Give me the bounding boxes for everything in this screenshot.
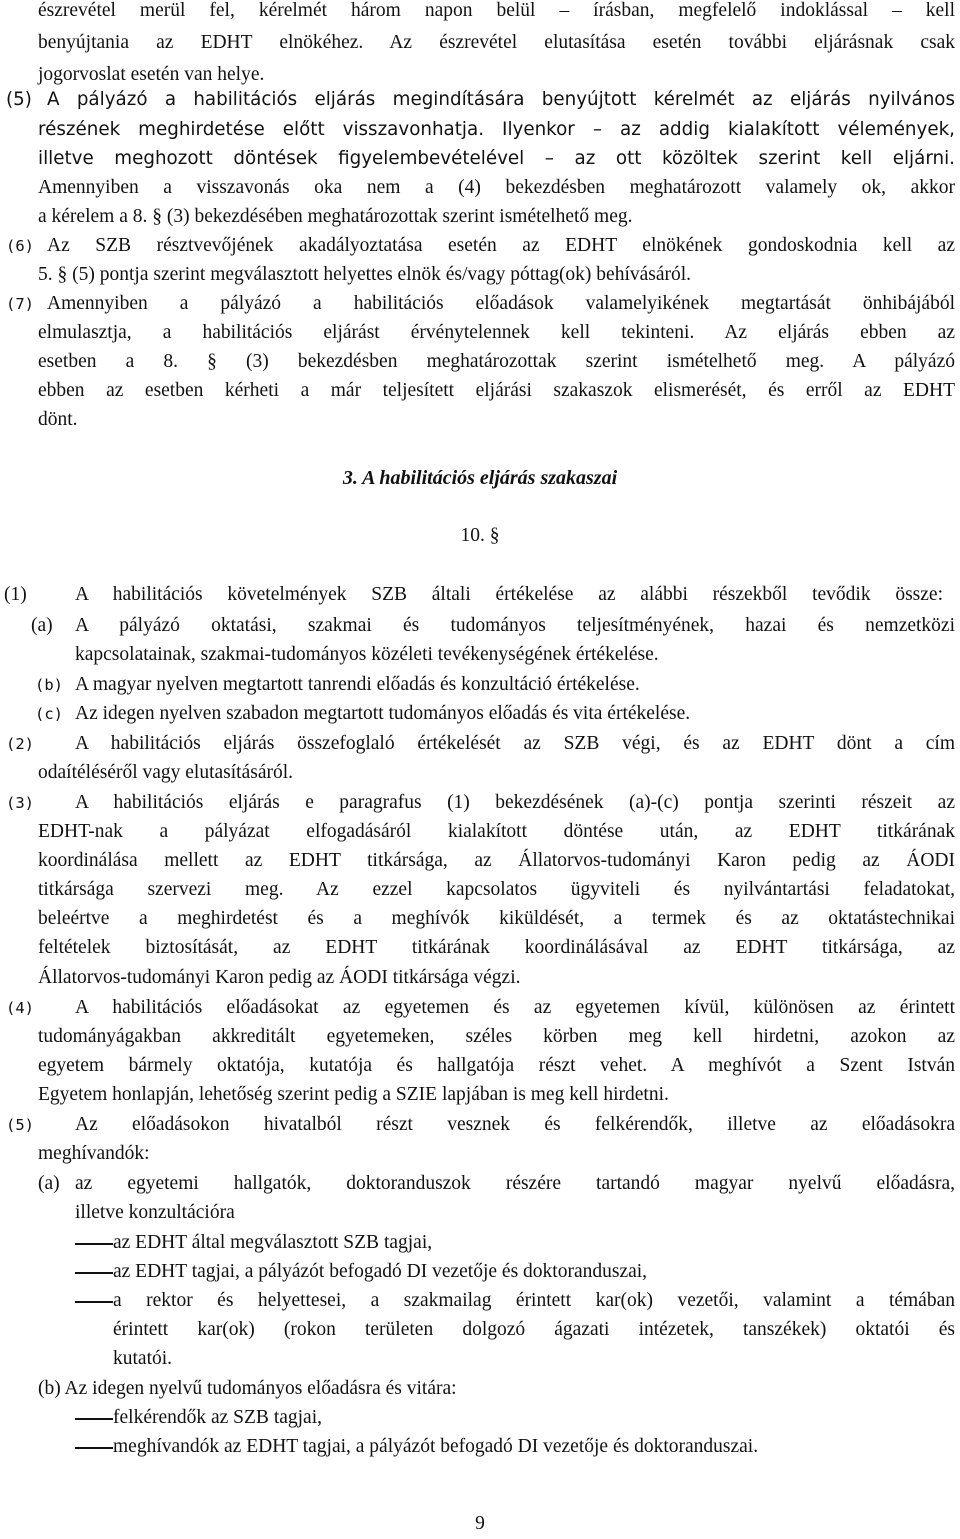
- text-line: részének meghirdetése előtt visszavonhatja. Ilyenkor – az addig kialakított vélemények,: [38, 119, 955, 140]
- text-line: az egyetemi hallgatók, doktoranduszok részére tartandó magyar nyelvű előadásra,: [75, 1173, 955, 1194]
- page-number: 9: [475, 1513, 485, 1534]
- text-line: észrevétel merül fel, kérelmét három napon belül – írásban, megfelelő indoklással – kell: [38, 0, 955, 21]
- text-line: A habilitációs követelmények SZB általi értékelése az alábbi részekből tevődik össze:: [75, 584, 943, 605]
- text-line: kutatói.: [113, 1348, 173, 1369]
- text-line: 5. § (5) pontja szerint megválasztott helyettes elnök és/vagy póttag(ok) behívásáról.: [38, 264, 692, 285]
- list-marker: (b): [35, 676, 63, 694]
- list-item: meghívandók az EDHT tagjai, a pályázót befogadó DI vezetője és doktoranduszai.: [113, 1436, 759, 1457]
- bullet-dash: [75, 1447, 113, 1449]
- text-line: Amennyiben a visszavonás oka nem a (4) bekezdésben meghatározott valamely ok, akkor: [38, 177, 955, 198]
- text-line: koordinálása mellett az EDHT titkársága, az Állatorvos-tudományi Karon pedig az ÁODI: [38, 850, 955, 871]
- list-marker: (c): [35, 705, 63, 723]
- text-line: érintett kar(ok) (rokon területen dolgozó ágazati intézetek, tanszékek) oktatói és: [113, 1319, 955, 1340]
- bullet-dash: [75, 1301, 113, 1303]
- text-line: A pályázó a habilitációs eljárás megindítására benyújtott kérelmét az eljárás nyilvános: [47, 89, 955, 110]
- text-line: tudományágakban akkreditált egyetemeken, széles körben meg kell hirdetni, azokon az: [38, 1026, 955, 1047]
- text-line: EDHT-nak a pályázat elfogadásáról kialakított döntése után, az EDHT titkárának: [38, 821, 955, 842]
- text-line: a kérelem a 8. § (3) bekezdésében meghatározottak szerint ismételhető meg.: [38, 206, 633, 227]
- paragraph-number: (2): [6, 735, 34, 753]
- list-marker: (a): [38, 1173, 60, 1194]
- text-line: esetben a 8. § (3) bekezdésben meghatározottak szerint ismételhető meg. A pályázó: [38, 351, 955, 372]
- text-line: feltételek biztosítását, az EDHT titkárának koordinálásával az EDHT titkársága, az: [38, 937, 955, 958]
- text-line: illetve meghozott döntések figyelembevételével – az ott közöltek szerint kell eljárni.: [38, 148, 955, 169]
- paragraph-number: (3): [6, 794, 34, 812]
- text-line: A magyar nyelven megtartott tanrendi előadás és konzultáció értékelése.: [75, 674, 640, 695]
- paragraph-number: (7): [6, 295, 34, 313]
- text-line: Amennyiben a pályázó a habilitációs előadások valamelyikének megtartását önhibájából: [47, 293, 955, 314]
- text-line: dönt.: [38, 409, 78, 430]
- text-line: Állatorvos-tudományi Karon pedig az ÁODI titkársága végzi.: [38, 967, 521, 988]
- text-line: beleértve a meghirdetést és a meghívók kiküldését, a termek és az oktatástechnikai: [38, 908, 955, 929]
- bullet-dash: [75, 1418, 113, 1420]
- list-marker: (a): [31, 615, 53, 636]
- text-line: A pályázó oktatási, szakmai és tudományos teljesítményének, hazai és nemzetközi: [75, 615, 955, 636]
- text-line: A habilitációs eljárás e paragrafus (1) bekezdésének (a)-(c) pontja szerinti részeit az: [75, 792, 955, 813]
- list-item: az EDHT által megválasztott SZB tagjai,: [113, 1232, 433, 1253]
- text-line: (b) Az idegen nyelvű tudományos előadásra és vitára:: [38, 1378, 457, 1399]
- paragraph-number: (6): [6, 237, 34, 255]
- bullet-dash: [75, 1243, 113, 1245]
- text-line: A habilitációs eljárás összefoglaló értékelését az SZB végi, és az EDHT dönt a cím: [75, 733, 955, 754]
- text-line: titkársága szervezi meg. Az ezzel kapcsolatos ügyviteli és nyilvántartási feladatokat,: [38, 879, 955, 900]
- paragraph-number: (5): [6, 1116, 34, 1134]
- text-line: elmulasztja, a habilitációs eljárást érvénytelennek kell tekinteni. Az eljárás ebben az: [38, 322, 955, 343]
- text-line: illetve konzultációra: [75, 1202, 235, 1223]
- text-line: jogorvoslat esetén van helye.: [38, 64, 265, 85]
- text-line: Egyetem honlapján, lehetőség szerint pedig a SZIE lapjában is meg kell hirdetni.: [38, 1084, 669, 1105]
- paragraph-number: (4): [6, 999, 34, 1017]
- text-line: kapcsolatainak, szakmai-tudományos közéleti tevékenységének értékelése.: [75, 644, 659, 665]
- list-item: a rektor és helyettesei, a szakmailag érintett kar(ok) vezetői, valamint a témában: [113, 1290, 955, 1311]
- text-line: odaítéléséről vagy elutasításáról.: [38, 762, 294, 783]
- text-line: Az idegen nyelven szabadon megtartott tudományos előadás és vita értékelése.: [75, 703, 691, 724]
- text-line: meghívandók:: [38, 1143, 150, 1164]
- paragraph-heading: 10. §: [460, 525, 500, 546]
- section-title: 3. A habilitációs eljárás szakaszai: [342, 467, 618, 489]
- list-item: az EDHT tagjai, a pályázót befogadó DI vezetője és doktoranduszai,: [113, 1261, 648, 1282]
- bullet-dash: [75, 1272, 113, 1274]
- text-line: egyetem bármely oktatója, kutatója és hallgatója részt vehet. A meghívót a Szent István: [38, 1055, 955, 1076]
- list-item: felkérendők az SZB tagjai,: [113, 1407, 323, 1428]
- text-line: Az SZB résztvevőjének akadályoztatása esetén az EDHT elnökének gondoskodnia kell az: [47, 235, 955, 256]
- text-line: ebben az esetben kérheti a már teljesített eljárási szakaszok elismerését, és erről az EDHT: [38, 380, 955, 401]
- text-line: benyújtania az EDHT elnökéhez. Az észrevétel elutasítása esetén további eljárásnak csak: [38, 32, 955, 53]
- paragraph-number: (1): [4, 584, 27, 605]
- text-line: Az előadásokon hivatalból részt vesznek és felkérendők, illetve az előadásokra: [75, 1114, 955, 1135]
- text-line: A habilitációs előadásokat az egyetemen és az egyetemen kívül, különösen az érintett: [75, 997, 955, 1018]
- paragraph-number: (5): [6, 89, 32, 110]
